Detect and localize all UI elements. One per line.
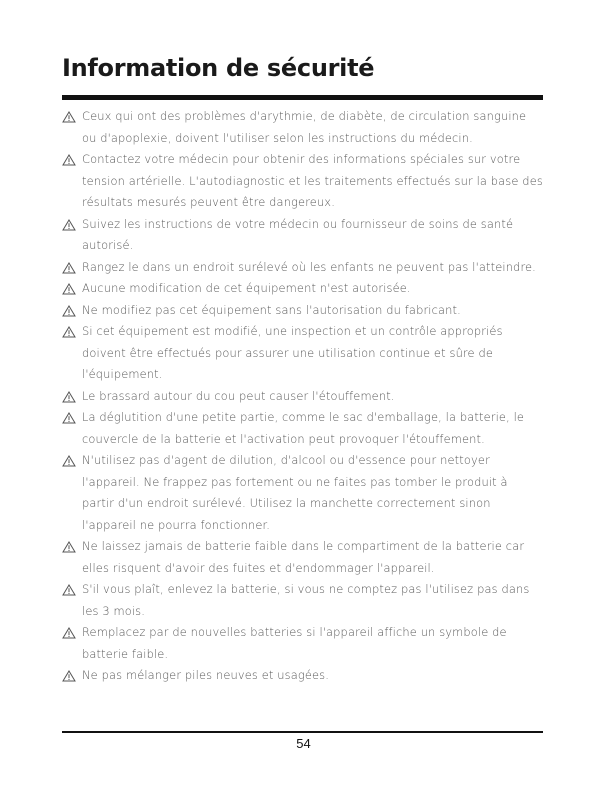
title-divider (62, 95, 543, 100)
list-item-text: Ne laissez jamais de batterie faible dans le compartiment de la batterie car elles risquent d'avoir des fuites et d'endommager l'appareil. (82, 539, 525, 575)
warning-triangle-icon (62, 154, 76, 166)
list-item (62, 278, 543, 300)
safety-list (62, 106, 543, 687)
list-item (62, 450, 543, 536)
list-item-text: Remplacez par de nouvelles batteries si l'appareil affiche un symbole de batterie faible. (82, 625, 507, 661)
list-item (62, 386, 543, 408)
warning-triangle-icon (62, 326, 76, 338)
list-item (62, 622, 543, 665)
list-item (62, 257, 543, 279)
warning-triangle-icon (62, 670, 76, 682)
footer-divider (62, 731, 543, 733)
list-item (62, 579, 543, 622)
warning-triangle-icon (62, 305, 76, 317)
list-item (62, 106, 543, 149)
warning-triangle-icon (62, 283, 76, 295)
list-item-text: Ceux qui ont des problèmes d'arythmie, de diabète, de circulation sanguine ou d'apoplexie, doivent l'utiliser selon les instructions du médecin. (82, 109, 527, 145)
warning-triangle-icon (62, 627, 76, 639)
page-title: Information de sécurité (62, 54, 375, 82)
page-number: 54 (296, 736, 311, 751)
list-item-text: Ne pas mélanger piles neuves et usagées. (82, 668, 330, 682)
warning-triangle-icon (62, 111, 76, 123)
warning-triangle-icon (62, 219, 76, 231)
warning-triangle-icon (62, 455, 76, 467)
list-item-text: Aucune modification de cet équipement n'est autorisée. (82, 281, 411, 295)
warning-triangle-icon (62, 262, 76, 274)
list-item (62, 300, 543, 322)
list-item-text: Si cet équipement est modifié, une inspection et un contrôle appropriés doivent être effectués pour assurer une utilisation continue et sûre de l'équipement. (82, 324, 503, 381)
list-item-text: N'utilisez pas d'agent de dilution, d'alcool ou d'essence pour nettoyer l'appareil. Ne frappez pas fortement ou ne faites pas tomber le produit à partir d'un endroit surélevé. Utilisez la manchette correctement sinon l'appareil ne pourra fonctionner. (82, 453, 508, 532)
list-item-text: S'il vous plaît, enlevez la batterie, si vous ne comptez pas l'utilisez pas dans les 3 mois. (82, 582, 530, 618)
list-item-text: La déglutition d'une petite partie, comme le sac d'emballage, la batterie, le couvercle de la batterie et l'activation peut provoquer l'étouffement. (82, 410, 525, 446)
list-item (62, 665, 543, 687)
list-item (62, 536, 543, 579)
list-item-text: Le brassard autour du cou peut causer l'étouffement. (82, 388, 395, 403)
list-item-text: Contactez votre médecin pour obtenir des informations spéciales sur votre tension artérielle. L'autodiagnostic et les traitements effectués sur la base des résultats mesurés peuvent être dangereux. (82, 152, 543, 209)
list-item (62, 149, 543, 214)
warning-triangle-icon (62, 391, 76, 403)
list-item (62, 214, 543, 257)
warning-triangle-icon (62, 584, 76, 596)
list-item-text: Suivez les instructions de votre médecin ou fournisseur de soins de santé autorisé. (82, 216, 514, 252)
warning-triangle-icon (62, 412, 76, 424)
list-item-text: Ne modifiez pas cet équipement sans l'autorisation du fabricant. (82, 302, 461, 317)
list-item (62, 321, 543, 386)
list-item (62, 407, 543, 450)
warning-triangle-icon (62, 541, 76, 553)
list-item-text: Rangez le dans un endroit surélevé où les enfants ne peuvent pas l'atteindre. (82, 259, 536, 274)
